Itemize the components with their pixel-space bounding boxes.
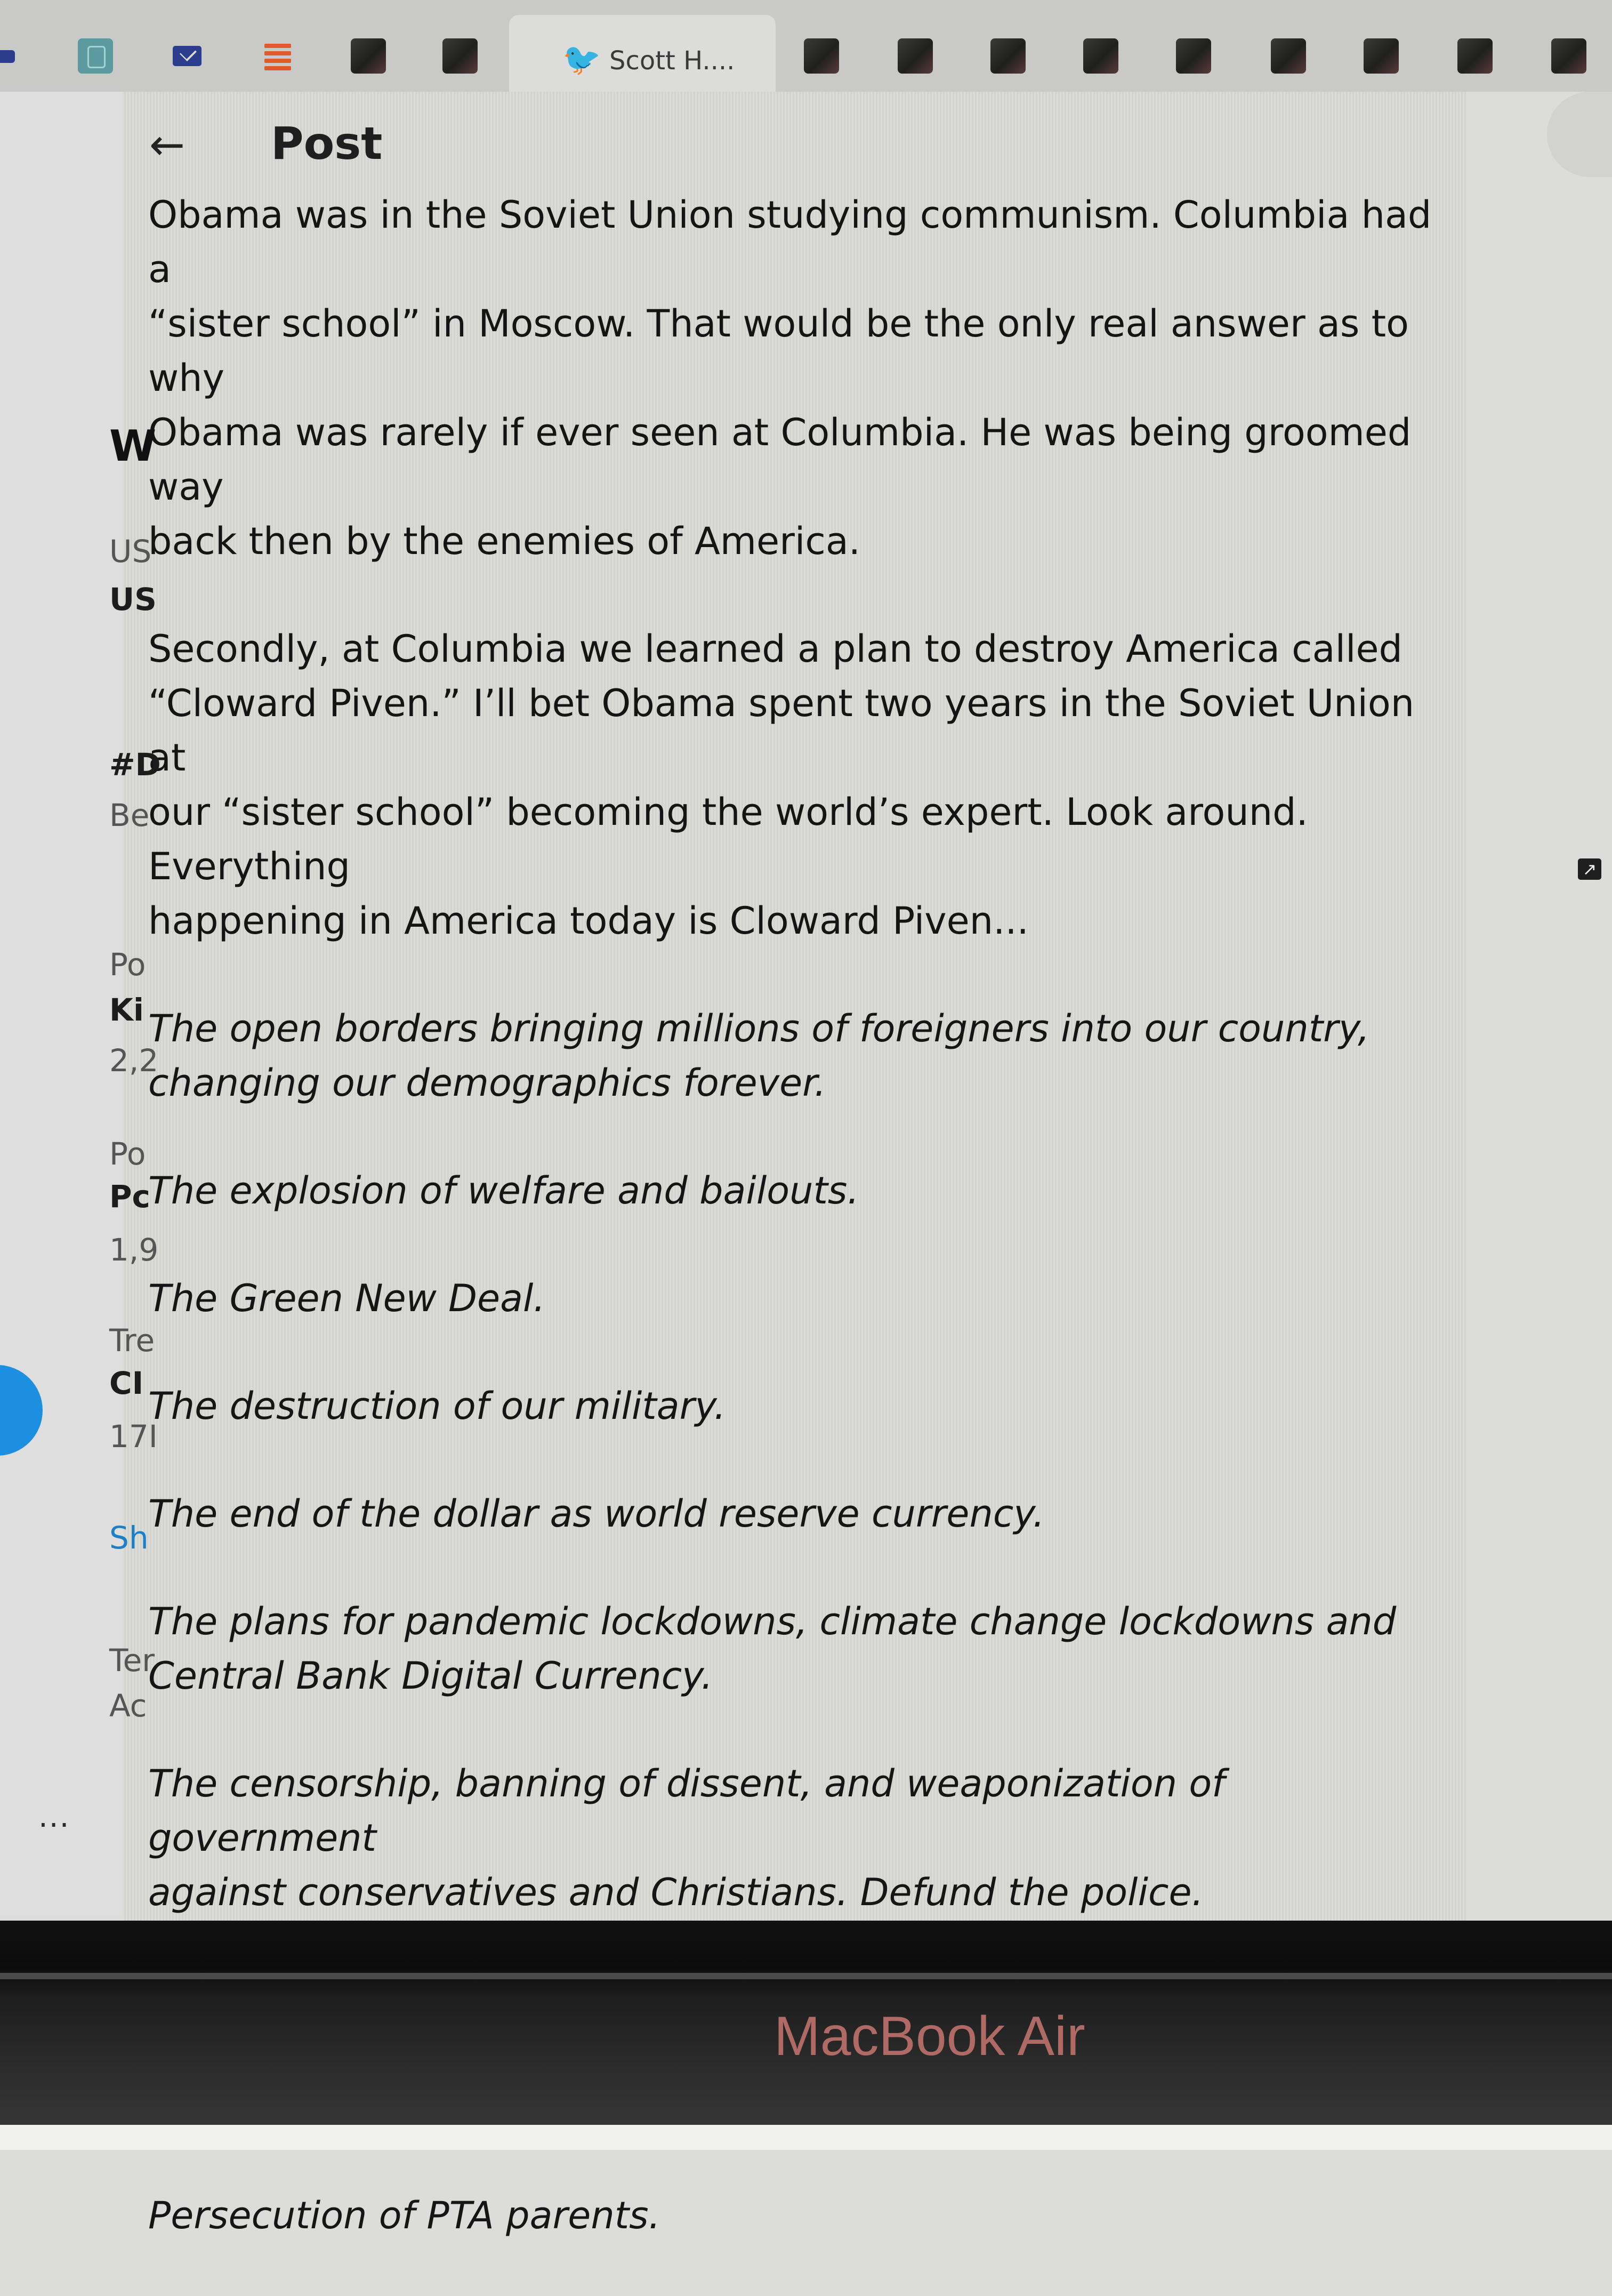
tab-thumbnail-icon[interactable]: [351, 38, 386, 74]
trend-item[interactable]: Po: [109, 946, 146, 983]
active-tab[interactable]: [509, 15, 776, 93]
sidebar-heading: W: [109, 421, 157, 471]
more-options-icon[interactable]: ...: [38, 1800, 70, 1834]
post-paragraph: Secondly, at Columbia we learned a plan to destroy America called “Cloward Piven.” I’ll bet Obama spent two years in the Soviet Union at our “sister school” becoming the world’s expert. Look around. Everything happening in America today is Cloward Piven...: [148, 627, 1415, 943]
trend-item: 17I: [109, 1418, 158, 1455]
trend-item[interactable]: Tre: [109, 1322, 155, 1359]
tab-thumbnail-icon[interactable]: [442, 38, 478, 74]
list-item: The open borders bringing millions of foreigners into our country, changing our demographics forever.: [148, 1007, 1370, 1105]
laptop-bezel-edge: [0, 1973, 1612, 1979]
device-label: MacBook Air: [774, 2005, 1085, 2067]
trend-item[interactable]: US: [109, 581, 157, 617]
tab-thumbnail-icon[interactable]: [1271, 38, 1306, 74]
browser-tab-strip: [0, 0, 1612, 93]
tab-thumbnail-icon[interactable]: [1457, 38, 1493, 74]
show-more-link[interactable]: Sh: [109, 1520, 149, 1556]
keyboard-deck: [0, 2125, 1612, 2150]
back-arrow-icon[interactable]: ←: [149, 120, 186, 170]
tab-thumbnail-icon[interactable]: [1176, 38, 1211, 74]
trend-item[interactable]: CI: [109, 1365, 144, 1401]
left-nav-column: [0, 92, 123, 1915]
mail-tab-icon[interactable]: [170, 38, 205, 74]
tab-thumbnail-icon[interactable]: [804, 38, 839, 74]
trend-item[interactable]: Po: [109, 1136, 146, 1172]
tab-thumbnail-icon[interactable]: [1551, 38, 1586, 74]
right-sidebar: [1466, 92, 1612, 1921]
external-link-icon[interactable]: ↗: [1578, 858, 1601, 880]
tab-thumbnail-icon[interactable]: [898, 38, 933, 74]
list-item: The end of the dollar as world reserve currency.: [148, 1492, 1045, 1536]
tab-thumbnail-icon[interactable]: [1083, 38, 1118, 74]
search-input[interactable]: [1547, 92, 1612, 177]
trend-item[interactable]: Be: [109, 797, 150, 833]
trend-item: 1,9: [109, 1232, 159, 1268]
mail-tab-icon[interactable]: [0, 50, 15, 63]
list-item: The censorship, banning of dissent, and weaponization of government against conservatives and Christians. Defund the police.: [148, 1762, 1225, 1914]
document-tab-icon[interactable]: [78, 38, 113, 74]
trend-item[interactable]: #D: [109, 746, 161, 783]
footer-link[interactable]: Ter: [109, 1642, 155, 1679]
trend-item[interactable]: Ki: [109, 992, 144, 1028]
trend-item[interactable]: Pc: [109, 1178, 150, 1215]
tab-thumbnail-icon[interactable]: [990, 38, 1026, 74]
list-item: The destruction of our military.: [148, 1384, 726, 1428]
twitter-bird-icon: 🐦: [562, 41, 601, 77]
trend-item[interactable]: US: [109, 533, 152, 569]
post-paragraph: Obama was in the Soviet Union studying communism. Columbia had a “sister school” in Moscow. That would be the only real answer as to why Obama was rarely if ever seen at Columbia. He was being groomed way back then by the enemies of America.: [148, 193, 1432, 563]
footer-link[interactable]: Ac: [109, 1688, 147, 1724]
bookmark-tab-icon[interactable]: [260, 38, 295, 74]
tab-thumbnail-icon[interactable]: [1364, 38, 1399, 74]
list-item: The plans for pandemic lockdowns, climate change lockdowns and Central Bank Digital Currency.: [148, 1600, 1397, 1698]
list-item: The Green New Deal.: [148, 1277, 545, 1320]
active-tab-title: Scott H....: [609, 46, 735, 76]
page-title: Post: [271, 117, 383, 170]
list-item: Persecution of PTA parents.: [148, 2194, 660, 2237]
trend-item: 2,2: [109, 1042, 159, 1079]
list-item: The explosion of welfare and bailouts.: [148, 1169, 859, 1213]
